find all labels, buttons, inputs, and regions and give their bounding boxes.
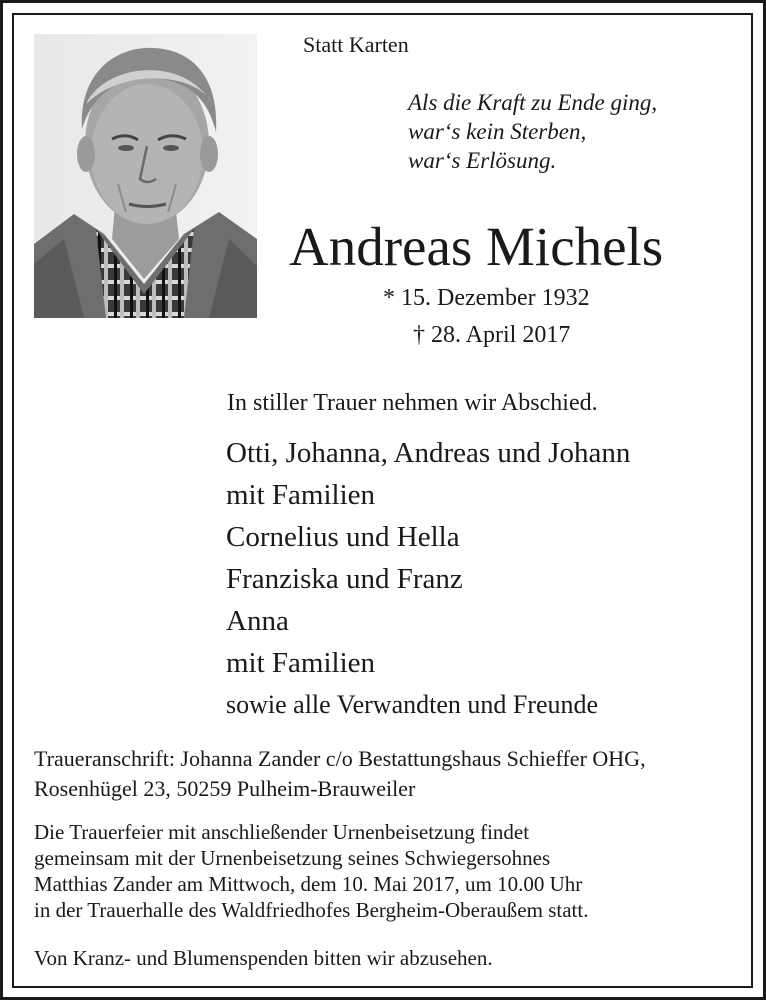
relatives-line: sowie alle Verwandten und Freunde	[226, 690, 599, 719]
family-line: Anna	[226, 605, 289, 637]
motto-line: Als die Kraft zu Ende ging,	[408, 90, 658, 115]
portrait-photo	[34, 34, 257, 318]
motto-quote	[408, 88, 657, 175]
birth-date: * 15. Dezember 1932	[383, 285, 590, 311]
header-note: Statt Karten	[303, 32, 409, 57]
deceased-name: Andreas Michels	[289, 216, 664, 277]
flowers-note: Von Kranz- und Blumenspenden bitten wir abzusehen.	[34, 946, 493, 970]
family-line: Cornelius und Hella	[226, 521, 460, 553]
family-line: mit Familien	[226, 647, 376, 679]
mourning-address	[34, 744, 646, 804]
mourning-line: In stiller Trauer nehmen wir Abschied.	[227, 390, 598, 416]
family-line: Franziska und Franz	[226, 563, 463, 595]
ceremony-line: in der Trauerhalle des Waldfriedhofes Bergheim-Oberaußem statt.	[34, 898, 589, 922]
ceremony-line: gemeinsam mit der Urnenbeisetzung seines Schwiegersohnes	[34, 846, 551, 870]
motto-line: war‘s Erlösung.	[408, 148, 557, 173]
motto-line: war‘s kein Sterben,	[408, 119, 587, 144]
address-line: Rosenhügel 23, 50259 Pulheim-Brauweiler	[34, 776, 416, 801]
death-date: † 28. April 2017	[413, 322, 571, 348]
family-line: Otti, Johanna, Andreas und Johann	[226, 437, 631, 469]
ceremony-line: Die Trauerfeier mit anschließender Urnenbeisetzung findet	[34, 820, 530, 844]
ceremony-details	[34, 819, 588, 923]
address-line: Traueranschrift: Johanna Zander c/o Bestattungshaus Schieffer OHG,	[34, 746, 646, 771]
family-list	[226, 432, 630, 726]
ceremony-line: Matthias Zander am Mittwoch, dem 10. Mai 2017, um 10.00 Uhr	[34, 872, 583, 896]
family-line: mit Familien	[226, 479, 376, 511]
